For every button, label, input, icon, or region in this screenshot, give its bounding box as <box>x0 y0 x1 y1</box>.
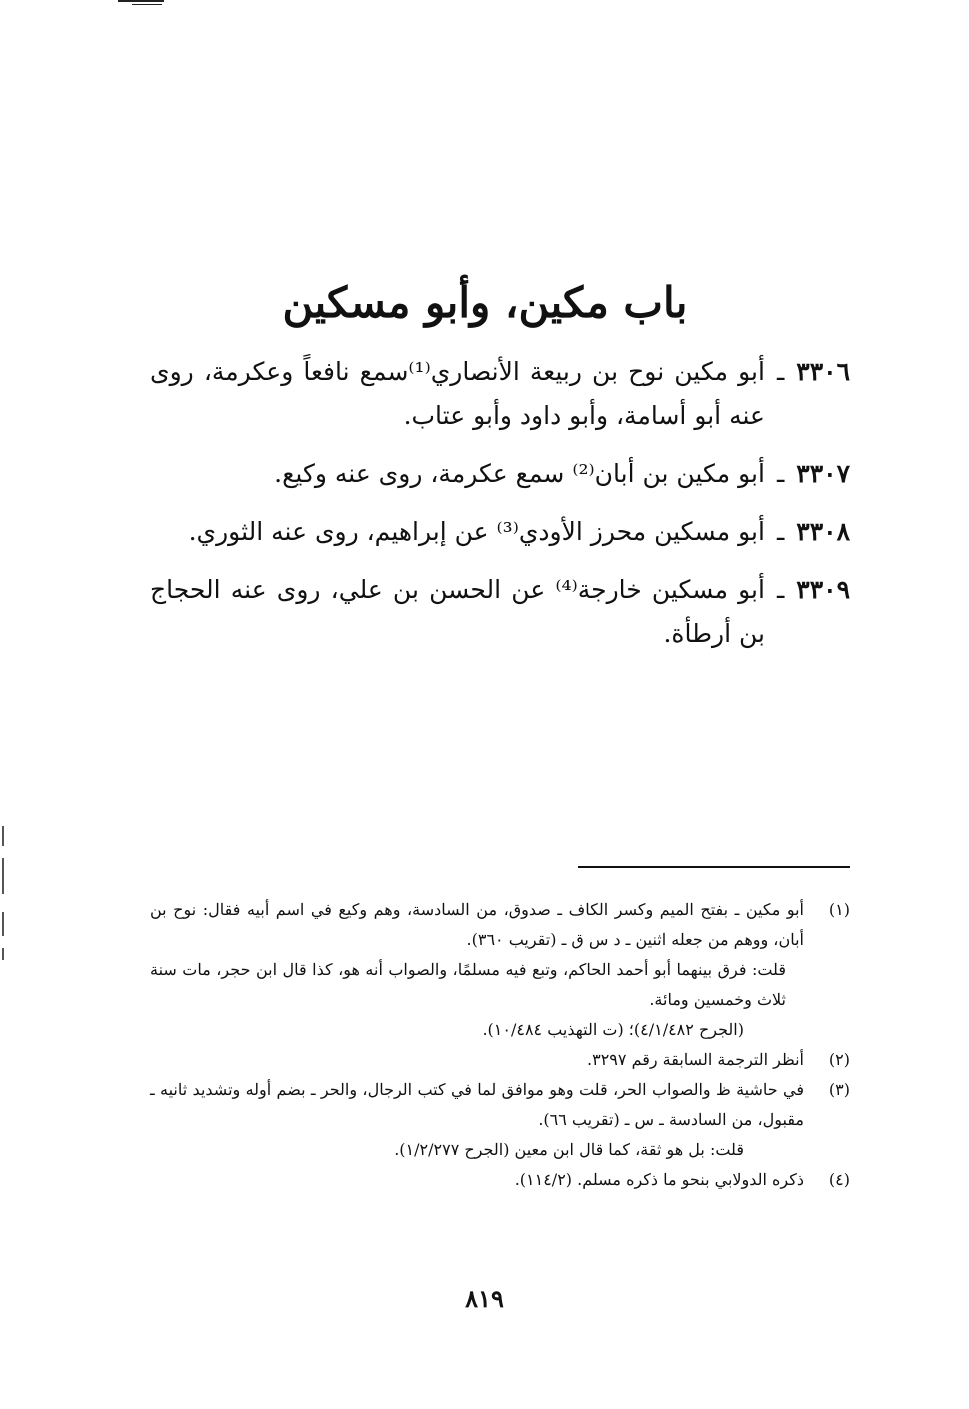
footnote-line: في حاشية ظ والصواب الحر، قلت وهو موافق لما في كتب الرجال، والحر ـ بضم أوله وتشديد ثانيه ـ مقبول، من السادسة ـ س ـ (تقريب ٦٦). <box>150 1080 805 1129</box>
footnote-body <box>150 1075 804 1165</box>
entry-item <box>150 510 850 554</box>
entry-text: أبو مكين نوح بن ربيعة الأنصاري⁽¹⁾سمع نافعاً وعكرمة، روى عنه أبو أسامة، وأبو داود وأبو عتاب. <box>150 357 765 430</box>
entry-item <box>150 452 850 496</box>
footnote-line: قلت: فرق بينهما أبو أحمد الحاكم، وتبع فيه مسلمًا، والصواب أنه هو، كذا قال ابن حجر، مات سنة ثلاث وخمسين ومائة. <box>150 960 787 1009</box>
gutter-mark <box>2 826 4 846</box>
footnote-number: (٣) <box>828 1080 850 1099</box>
footnote-separator <box>578 866 850 868</box>
footnote-line: (الجرح ٤/١/٤٨٢)؛ (ت التهذيب ١٠/٤٨٤). <box>482 1020 744 1039</box>
footnotes <box>150 895 850 1195</box>
footnote-body <box>150 895 804 1045</box>
footnote-number: (٢) <box>828 1050 850 1069</box>
footnote-body <box>150 1045 804 1075</box>
entry-dash: ـ <box>776 575 785 604</box>
footnote-number: (٤) <box>828 1170 850 1189</box>
footnote <box>150 895 850 1045</box>
footnote <box>150 1045 850 1075</box>
footnote <box>150 1075 850 1165</box>
entry-item <box>150 568 850 656</box>
scan-artifact-mark <box>118 0 164 2</box>
entry-number: ٣٣٠٧ <box>796 459 850 488</box>
scan-artifact-mark-2 <box>132 4 162 5</box>
page-number: ٨١٩ <box>465 1284 504 1313</box>
entry-list <box>150 350 850 670</box>
footnote-line: قلت: بل هو ثقة، كما قال ابن معين (الجرح ١/٢/٢٧٧). <box>394 1140 744 1159</box>
entry-text: أبو مسكين محرز الأودي⁽³⁾ عن إبراهيم، روى عنه الثوري. <box>188 517 765 546</box>
footnote-number: (١) <box>828 900 850 919</box>
gutter-mark <box>2 858 4 894</box>
footnote-body <box>150 1165 804 1195</box>
footnote-line: ذكره الدولابي بنحو ما ذكره مسلم. (١١٤/٢). <box>514 1170 804 1189</box>
footnote-line: أبو مكين ـ بفتح الميم وكسر الكاف ـ صدوق، من السادسة، وهم وكيع في اسم أبيه فقال: نوح بن أبان، ووهم من جعله اثنين ـ د س ق ـ (تقريب ٣٦٠). <box>150 900 804 949</box>
gutter-mark <box>2 912 4 936</box>
entry-item <box>150 350 850 438</box>
footnote-line: أنظر الترجمة السابقة رقم ٣٢٩٧. <box>587 1050 804 1069</box>
entry-text: أبو مكين بن أبان⁽²⁾ سمع عكرمة، روى عنه وكيع. <box>274 459 765 488</box>
entry-dash: ـ <box>776 459 785 488</box>
entry-number: ٣٣٠٦ <box>796 357 850 386</box>
entry-dash: ـ <box>776 517 785 546</box>
entry-text: أبو مسكين خارجة⁽⁴⁾ عن الحسن بن علي، روى عنه الحجاج بن أرطأة. <box>150 575 765 648</box>
chapter-title: باب مكين، وأبو مسكين <box>282 278 688 328</box>
footnote <box>150 1165 850 1195</box>
entry-number: ٣٣٠٩ <box>796 575 850 604</box>
entry-dash: ـ <box>776 357 785 386</box>
entry-number: ٣٣٠٨ <box>796 517 850 546</box>
gutter-mark <box>2 948 4 960</box>
